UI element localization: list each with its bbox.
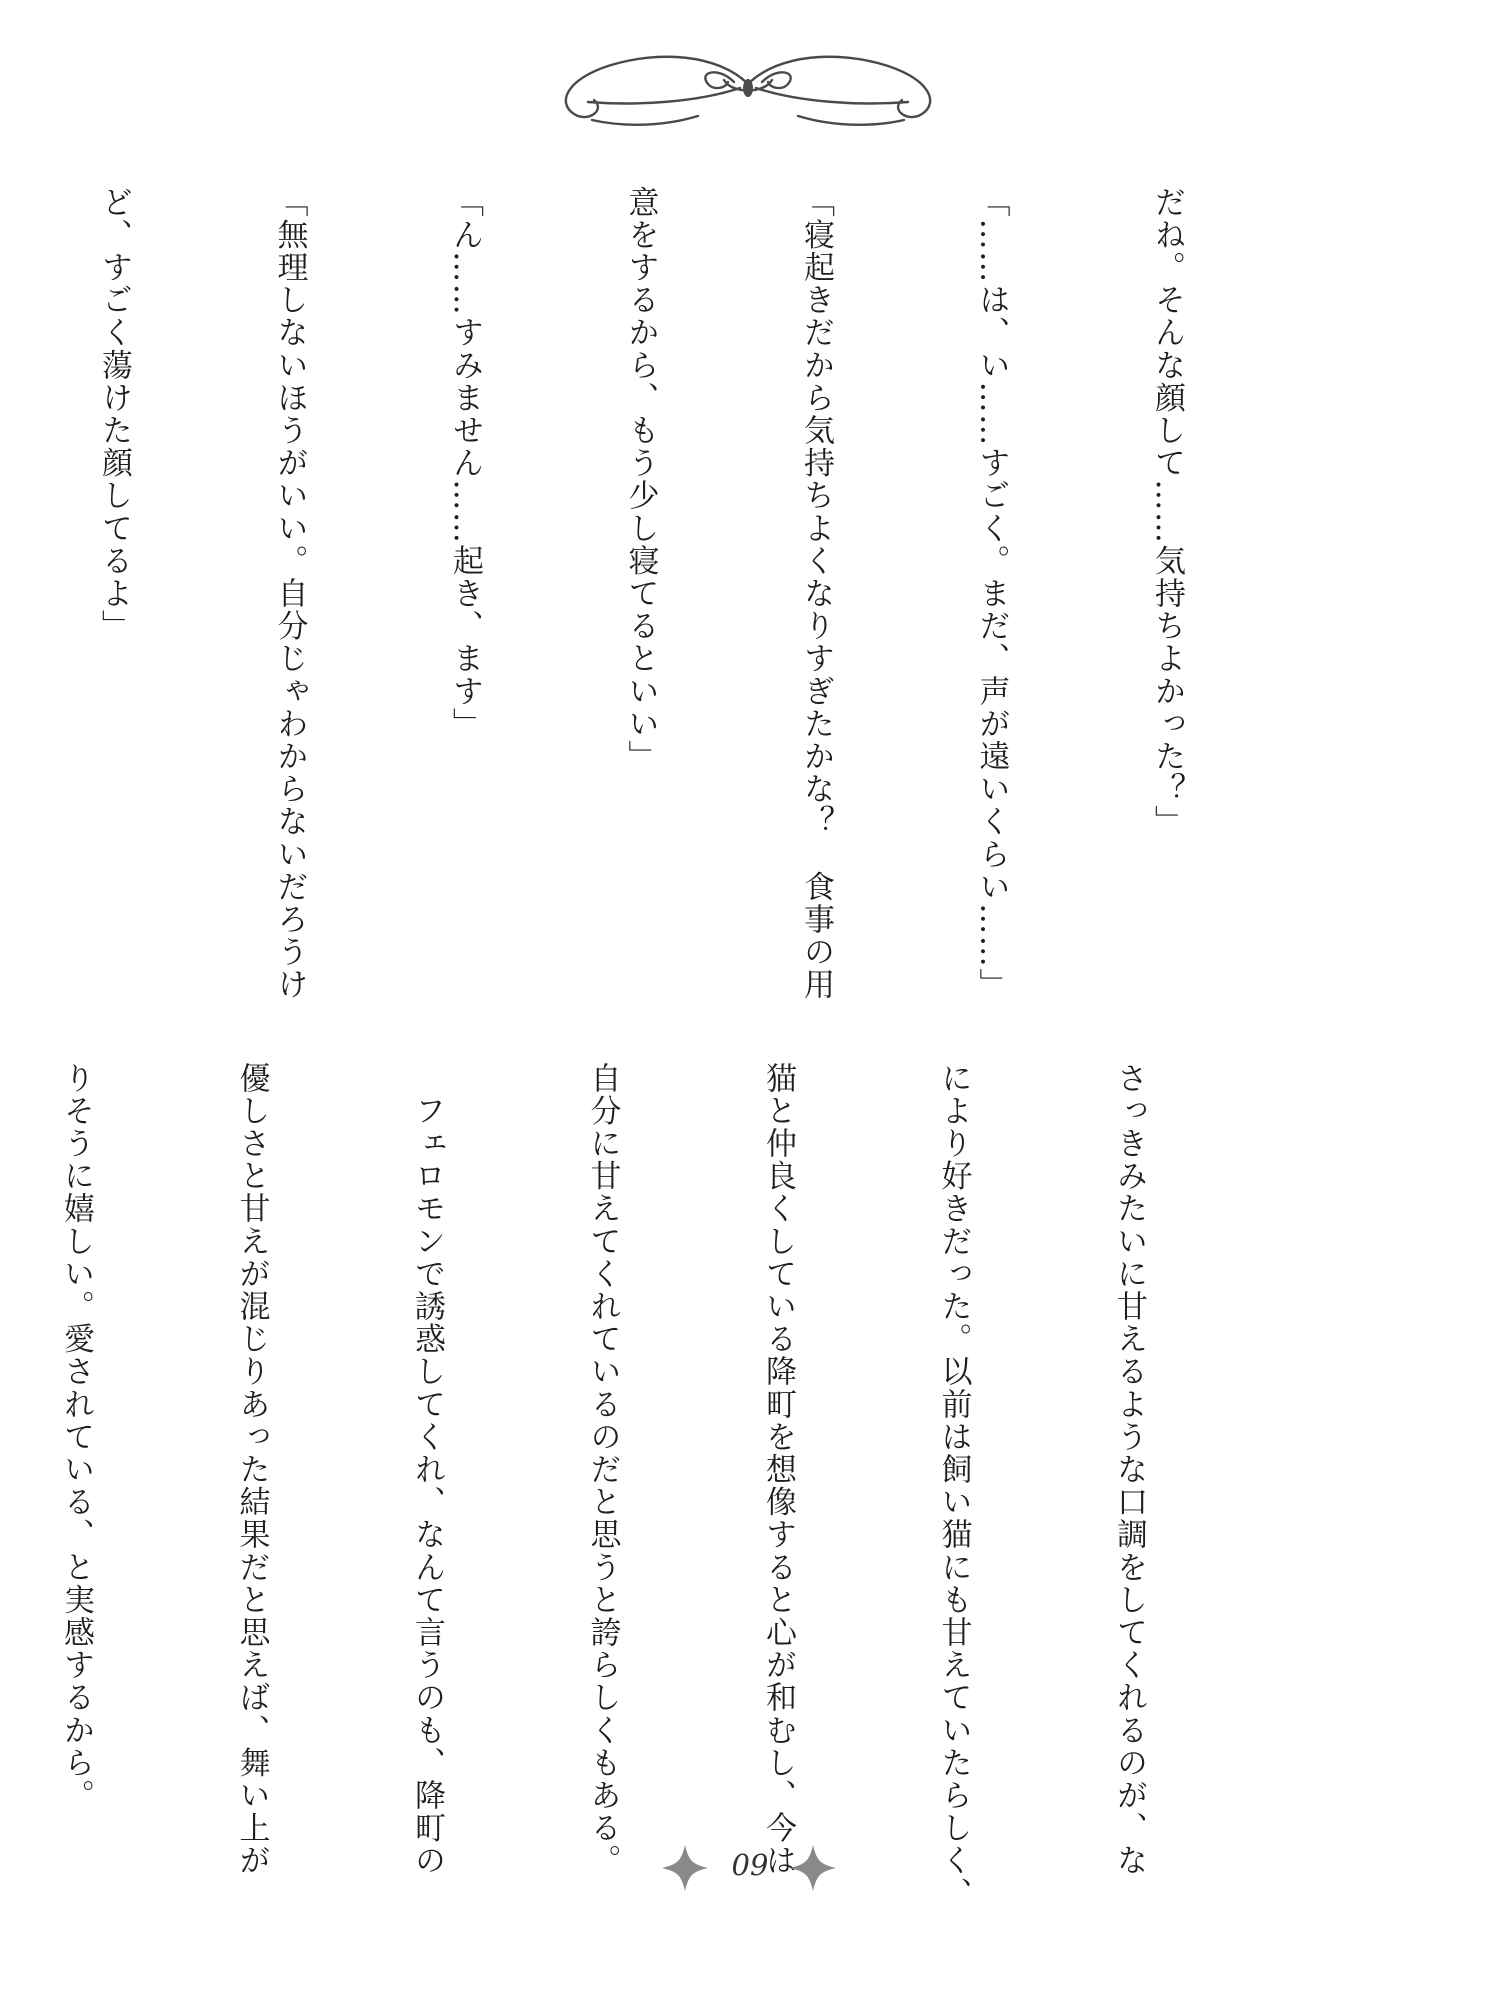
text-line: 優しさと甘えが混じりあった結果だと思えば、舞い上が	[233, 1062, 270, 1877]
text-line: 「寝起きだから気持ちよくなりすぎたかな？ 食事の用	[798, 186, 834, 1001]
text-line: 自分に甘えてくれているのだと思うと誇らしくもある。	[584, 1062, 621, 1877]
text-line: 猫と仲良くしている降町を想像すると心が和むし、今は	[760, 1062, 796, 1877]
text-line: さっきみたいに甘えるような口調をしてくれるのが、な	[1111, 1062, 1147, 1877]
text-line: だね。そんな顔して……気持ちよかった？」	[1149, 186, 1185, 838]
page-number: 09	[731, 1848, 769, 1882]
text-line: 意をするから、もう少し寝てるといい」	[622, 186, 659, 773]
text-line: フェロモンで誘惑してくれ、なんて言うのも、降町の	[409, 1062, 445, 1877]
diamond-right-icon	[788, 1843, 838, 1893]
text-line: りそうに嬉しい。愛されている、と実感するから。	[58, 1062, 94, 1812]
text-line: 「ん……すみません……起き、ます」	[447, 186, 483, 741]
text-line: 「無理しないほうがいい。自分じゃわからないだろうけ	[271, 186, 308, 1001]
text-line: により好きだった。以前は飼い猫にも甘えていたらしく、	[935, 1062, 972, 1910]
text-line: 「……は、い……すごく。まだ、声が遠いくらい……」	[973, 186, 1010, 1001]
upper-text-column	[96, 186, 1313, 1001]
diamond-left-icon	[660, 1843, 710, 1893]
text-line: ど、すごく蕩けた顔してるよ」	[96, 186, 132, 643]
flourish-ornament-icon	[548, 44, 948, 134]
